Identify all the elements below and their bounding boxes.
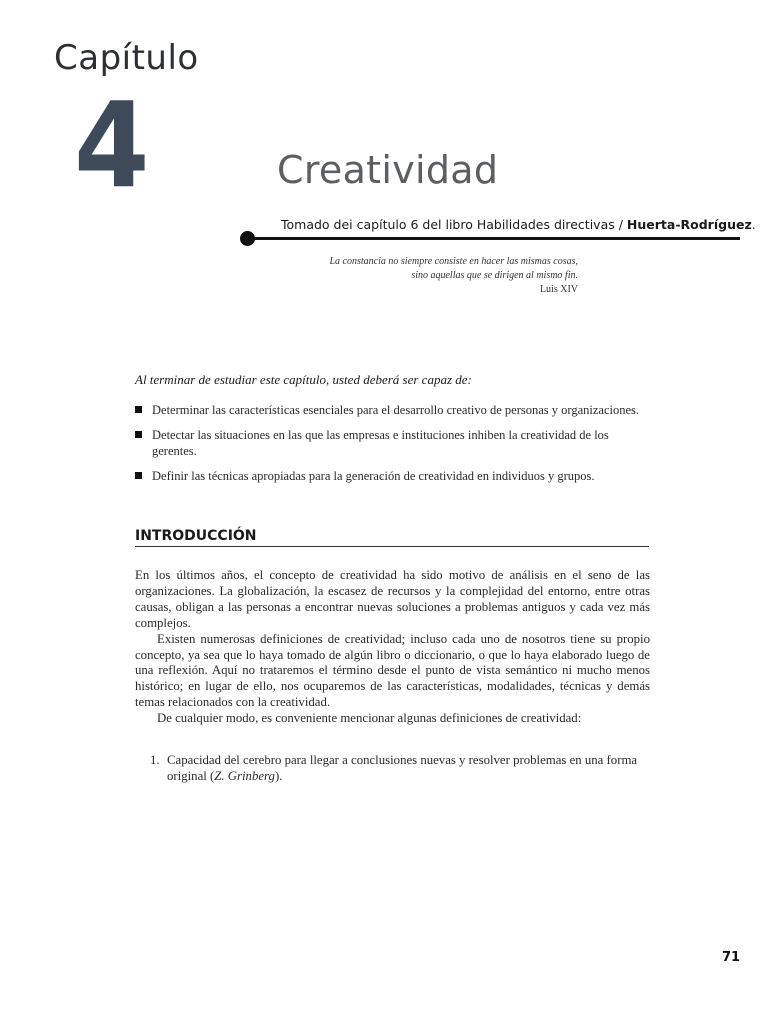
objective-text: Determinar las características esenciales para el desarrollo creativo de personas y organizaciones.: [152, 403, 640, 417]
chapter-label: Capítulo: [54, 38, 199, 78]
epigraph: [330, 255, 579, 297]
epigraph-line-1: La constancia no siempre consiste en hacer las mismas cosas,: [329, 256, 578, 267]
chapter-number: 4: [74, 76, 150, 214]
paragraph: De cualquier modo, es conveniente mencionar algunas definiciones de creatividad:: [157, 711, 582, 726]
paragraph: En los últimos años, el concepto de creatividad ha sido motivo de análisis en el seno de las organizaciones. La globalización, la escasez de recursos y la complejidad del entorno, entre otras causas, obligan a las personas a encontrar nuevas soluciones a problemas antiguos y cada vez más complejos.: [135, 568, 650, 630]
definition-text: Capacidad del cerebro para llegar a conclusiones nuevas y resolver problemas en una forma original (: [167, 753, 638, 783]
definition-item: [150, 752, 650, 784]
objective-item: [135, 402, 650, 418]
bullet-square-icon: [135, 431, 142, 438]
definition-number: 1.: [150, 753, 160, 767]
title-rule: [248, 237, 740, 240]
bullet-square-icon: [135, 406, 142, 413]
objectives-list: [135, 402, 650, 493]
section-rule: [135, 546, 649, 547]
objective-text: Definir las técnicas apropiadas para la generación de creatividad en individuos y grupos.: [152, 469, 595, 483]
source-suffix: .: [751, 217, 756, 232]
source-author: Huerta-Rodríguez: [626, 217, 752, 232]
objective-item: [135, 468, 650, 484]
objective-item: [135, 427, 650, 459]
objectives-intro: Al terminar de estudiar este capítulo, usted deberá ser capaz de:: [135, 372, 472, 387]
section-heading: INTRODUCCIÓN: [135, 528, 257, 544]
paragraph: Existen numerosas definiciones de creatividad; incluso cada uno de nosotros tiene su propio concepto, ya sea que lo haya tomado de algún libro o diccionario, o que lo haya elaborado luego de una reflexión. Aquí no trataremos el término desde el punto de vista semántico ni mucho menos histórico; en lugar de ello, nos ocuparemos de las características, modalidades, técnicas y demás temas relacionados con la creatividad.: [135, 631, 650, 710]
introduction-body: [135, 568, 650, 727]
objective-text: Detectar las situaciones en las que las empresas e instituciones inhiben la creatividad de los gerentes.: [152, 428, 609, 458]
epigraph-line-2: sino aquellas que se dirigen al mismo fin.: [411, 270, 578, 281]
definition-end: ).: [274, 769, 283, 783]
source-prefix: Tomado dei capítulo 6 del libro Habilidades directivas /: [281, 217, 627, 232]
page-number: 71: [722, 950, 741, 965]
bullet-square-icon: [135, 472, 142, 479]
chapter-title: Creatividad: [277, 148, 499, 192]
definitions-list: [150, 752, 650, 784]
source-attribution: [281, 217, 756, 232]
definition-citation: Z. Grinberg: [214, 769, 275, 783]
epigraph-author: Luis XIV: [539, 284, 578, 295]
